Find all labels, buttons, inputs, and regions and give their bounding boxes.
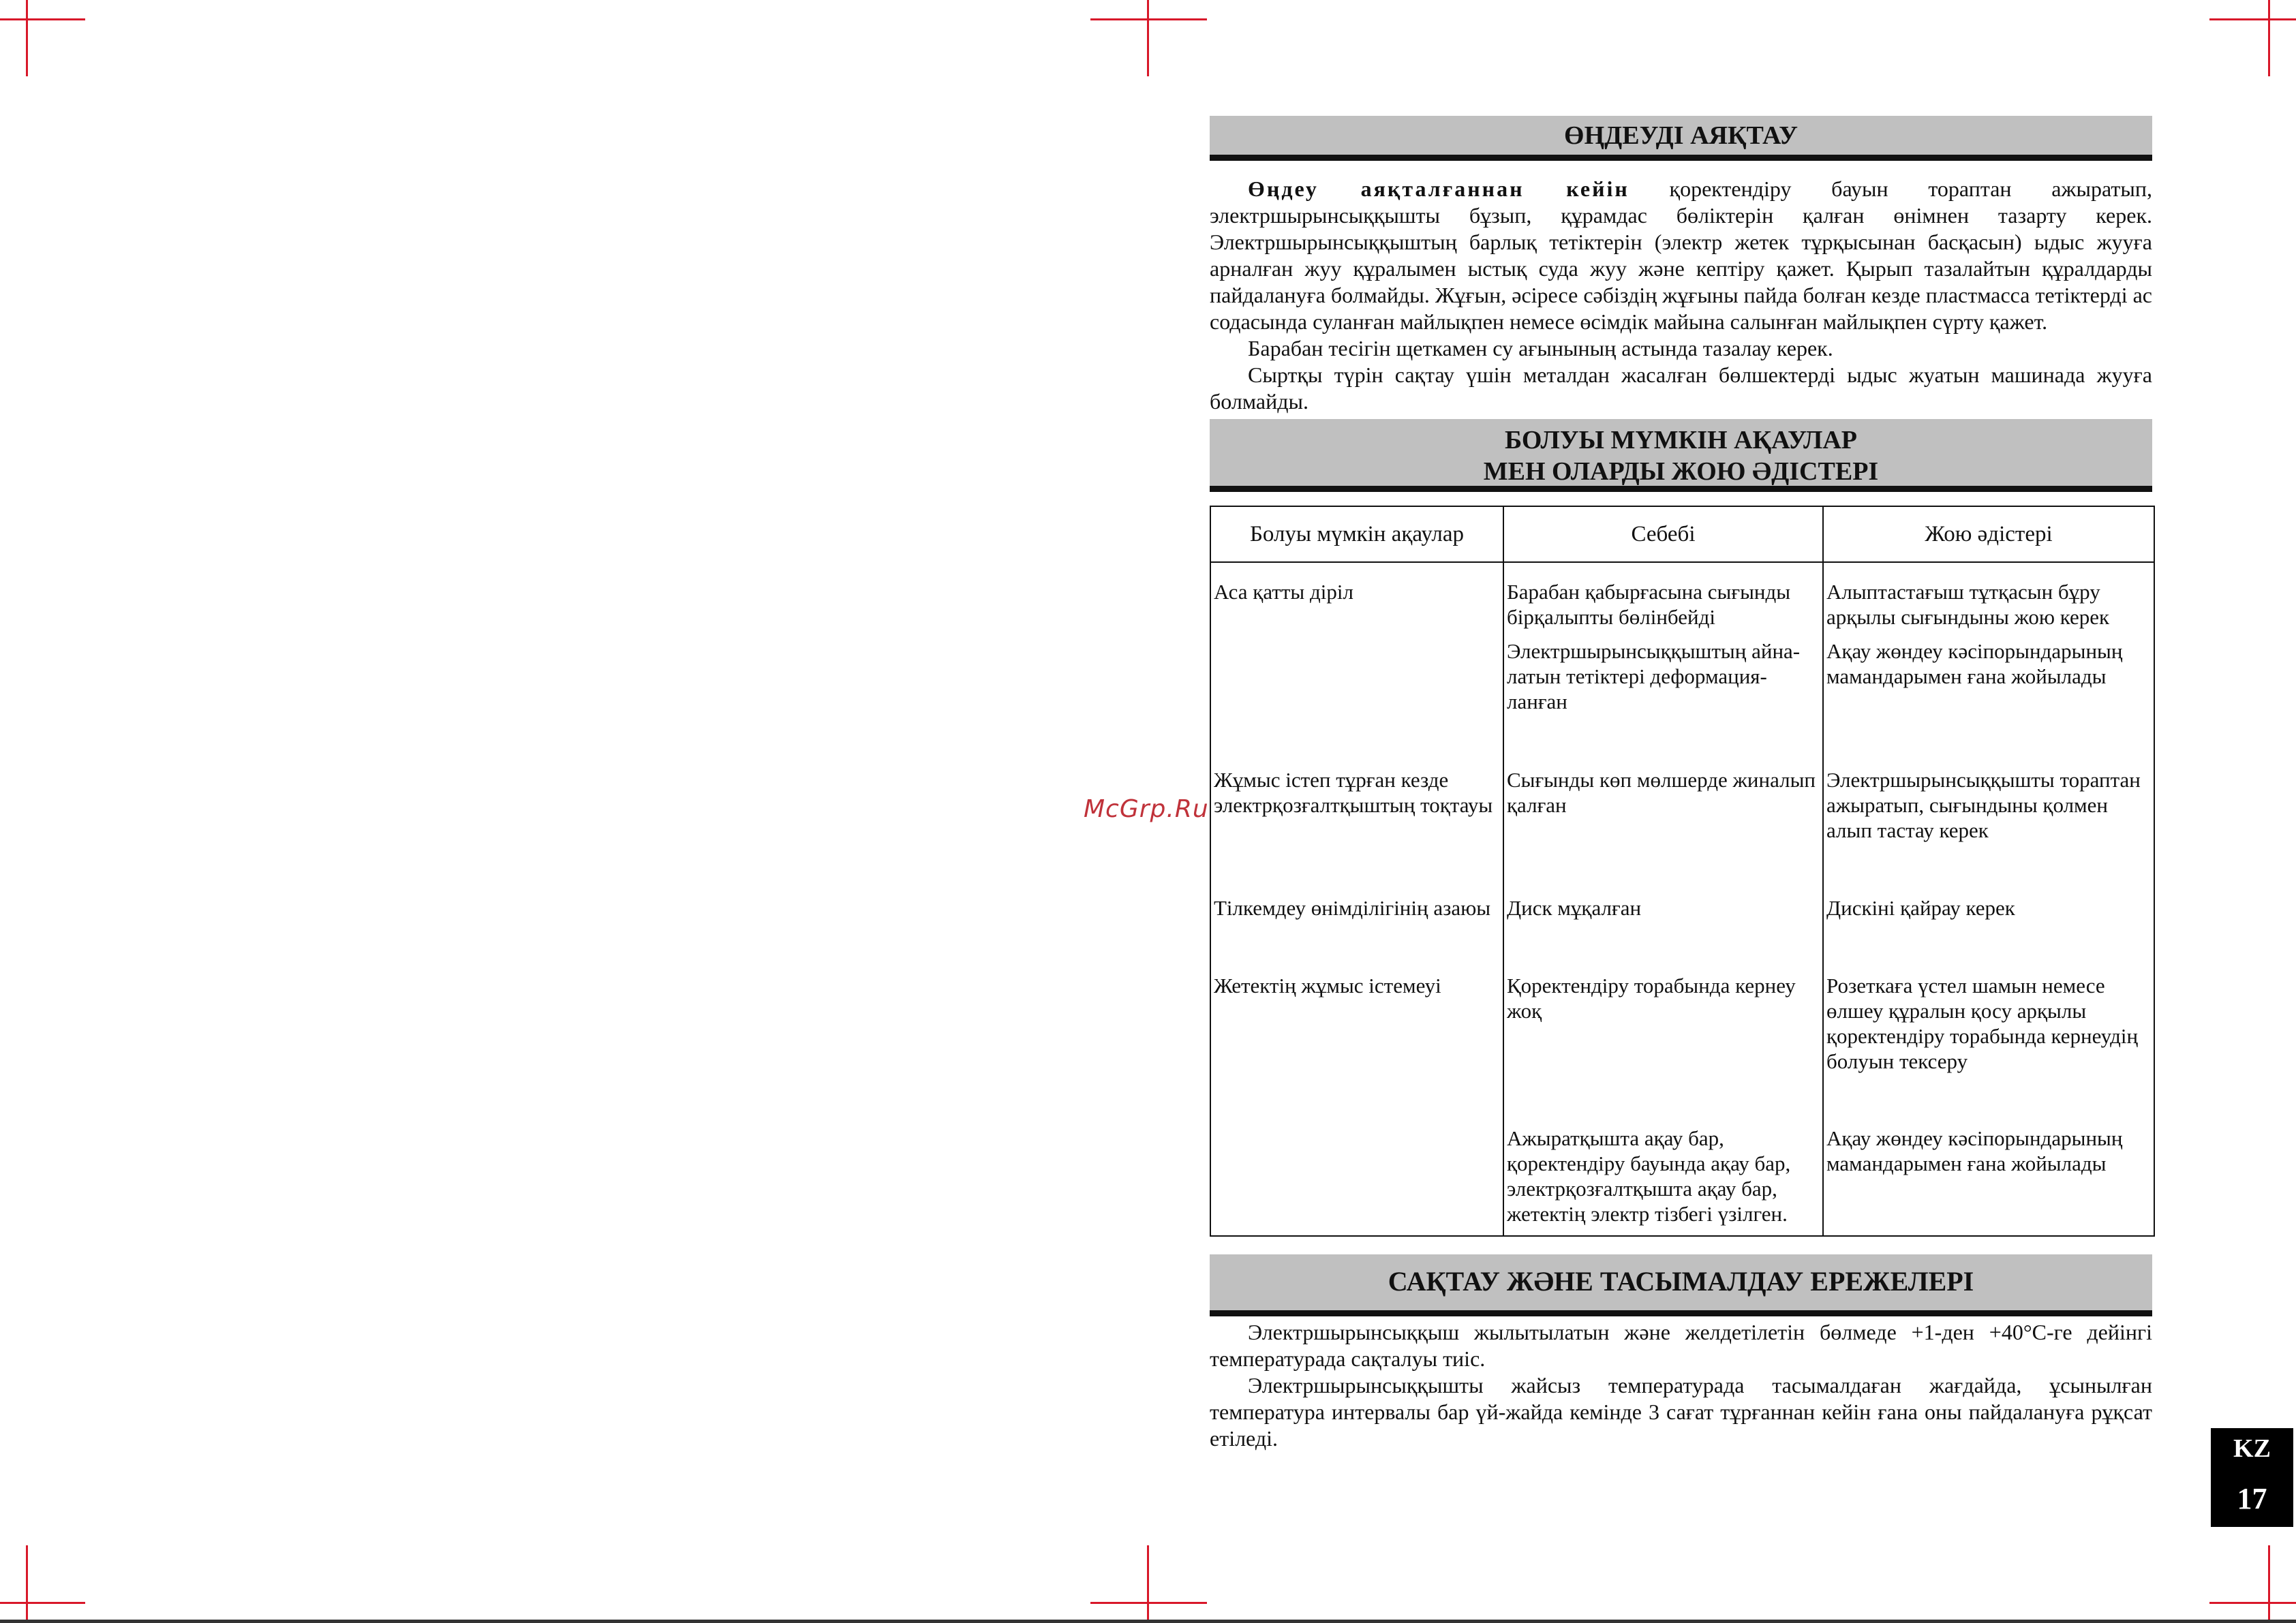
cell-cause: Барабан қабырғасына сығынды бірқалыпты бөлінбейді — [1503, 562, 1823, 638]
cell-fix: Дискіні қайрау керек — [1823, 895, 2154, 973]
crop-mark — [26, 0, 28, 76]
watermark: McGrp.Ru — [1084, 795, 1209, 823]
cell-cause: Диск мұқалған — [1503, 895, 1823, 973]
cell-fix: Ақау жөндеу кәсіпорындарының мамандарымен ғана жойылады — [1823, 638, 2154, 767]
fault-table — [1210, 506, 2155, 1237]
cell-fault: Жұмыс істеп тұрған кезде электрқозғалтқыштың тоқтауы — [1210, 767, 1503, 895]
table-header-row — [1210, 506, 2154, 562]
paragraph-text: қоректендіру бауын тораптан ажыратып, электршырынсыққышты бұзып, құрамдас бөліктерін қалған өнімнен тазарту керек. Электршырынсыққыштың барлық тетіктерін (электр жетек тұрқысынан басқасын) ыдыс жууға арналған жуу құралымен ыстық суда жуу және кептіру қажет. Қырып тазалайтын құралдарды пайдалануға болмайды. Жұғын, әсіресе сәбіздің жұғыны пайда болған кезде пластмасса тетіктерді ас содасында суланған майлықпен немесе өсімдік майына салынған майлықпен сүрту қажет. — [1210, 176, 2153, 334]
cell-fault — [1210, 638, 1503, 767]
column-header-fault: Болуы мүмкін ақаулар — [1210, 506, 1503, 562]
heading-line: БОЛУЫ МҮМКІН АҚАУЛАР — [1504, 426, 1858, 454]
table-row — [1210, 638, 2154, 767]
column-header-cause: Себебі — [1503, 506, 1823, 562]
page-edge — [0, 1620, 2296, 1623]
paragraph-finish-3: Сыртқы түрін сақтау үшін металдан жасалған бөлшектерді ыдыс жуатын машинада жууға болмайды. — [1210, 362, 2152, 414]
cell-fix: Розеткаға үстел шамын немесе өлшеу құралын қосу арқылы қоректендіру торабында кернеудің болуын тексеру — [1823, 973, 2154, 1126]
section-heading-faults — [1210, 419, 2152, 492]
cell-fix: Электршырынсыққышты тораптан ажыратып, сығындыны қолмен алып тастау керек — [1823, 767, 2154, 895]
cell-fix: Ақау жөндеу кәсіпорындарының мамандарымен ғана жойылады — [1823, 1126, 2154, 1236]
paragraph-finish-2: Барабан тесігін щеткамен су ағынының астында тазалау керек. — [1248, 336, 1833, 360]
paragraph-storage-1: Электршырынсыққыш жылытылатын және желдетілетін бөлмеде +1-ден +40°С-ге дейінгі температурада сақталуы тиіс. — [1210, 1320, 2152, 1371]
page-number: 17 — [2237, 1482, 2267, 1515]
cell-fault: Аса қатты діріл — [1210, 562, 1503, 638]
section-heading-finish: ӨҢДЕУДІ АЯҚТАУ — [1210, 116, 2152, 161]
bold-lead: Өңдеу аяқталғаннан кейін — [1248, 176, 1629, 201]
cell-fault: Тілкемдеу өнімділігінің азаюы — [1210, 895, 1503, 973]
cell-fault: Жетектің жұмыс істемеуі — [1210, 973, 1503, 1126]
cell-cause: Сығынды көп мөлшерде жиналып қалған — [1503, 767, 1823, 895]
column-header-fix: Жою әдістері — [1823, 506, 2154, 562]
cell-fix: Алыптастағыш тұтқасын бұру арқылы сығындыны жою керек — [1823, 562, 2154, 638]
crop-mark — [1147, 1545, 1149, 1623]
page-content — [1210, 116, 2152, 1452]
crop-mark — [2209, 18, 2296, 20]
language-code: KZ — [2233, 1434, 2271, 1463]
cell-cause: Ажыратқышта ақау бар, қоректендіру бауында ақау бар, электрқозғалтқышта ақау бар, жетектің электр тізбегі үзілген. — [1503, 1126, 1823, 1236]
crop-mark — [2209, 1602, 2296, 1604]
table-row — [1210, 973, 2154, 1126]
crop-mark — [0, 1602, 85, 1604]
cell-cause: Электршырынсыққыштың айна-латын тетіктері деформация-ланған — [1503, 638, 1823, 767]
table-row — [1210, 895, 2154, 973]
section-heading-storage: САҚТАУ ЖӘНЕ ТАСЫМАЛДАУ ЕРЕЖЕЛЕРІ — [1210, 1254, 2152, 1316]
crop-mark — [1147, 0, 1149, 76]
crop-mark — [0, 18, 85, 20]
table-row — [1210, 767, 2154, 895]
table-row — [1210, 562, 2154, 638]
crop-mark — [26, 1545, 28, 1623]
heading-line: МЕН ОЛАРДЫ ЖОЮ ӘДІСТЕРІ — [1483, 457, 1879, 486]
crop-mark — [2268, 1545, 2270, 1623]
paragraph-storage-2: Электршырынсыққышты жайсыз температурада тасымалдаған жағдайда, ұсынылған температура интервалы бар үй-жайда кемінде 3 сағат тұрғаннан кейін ғана оны пайдалануға рұқсат етіледі. — [1210, 1373, 2152, 1451]
crop-mark — [2268, 0, 2270, 76]
table-row — [1210, 1126, 2154, 1236]
cell-cause: Қоректендіру торабында кернеу жоқ — [1503, 973, 1823, 1126]
page-tab — [2211, 1428, 2293, 1527]
cell-fault — [1210, 1126, 1503, 1236]
paragraph-finish-1 — [1210, 176, 2152, 335]
